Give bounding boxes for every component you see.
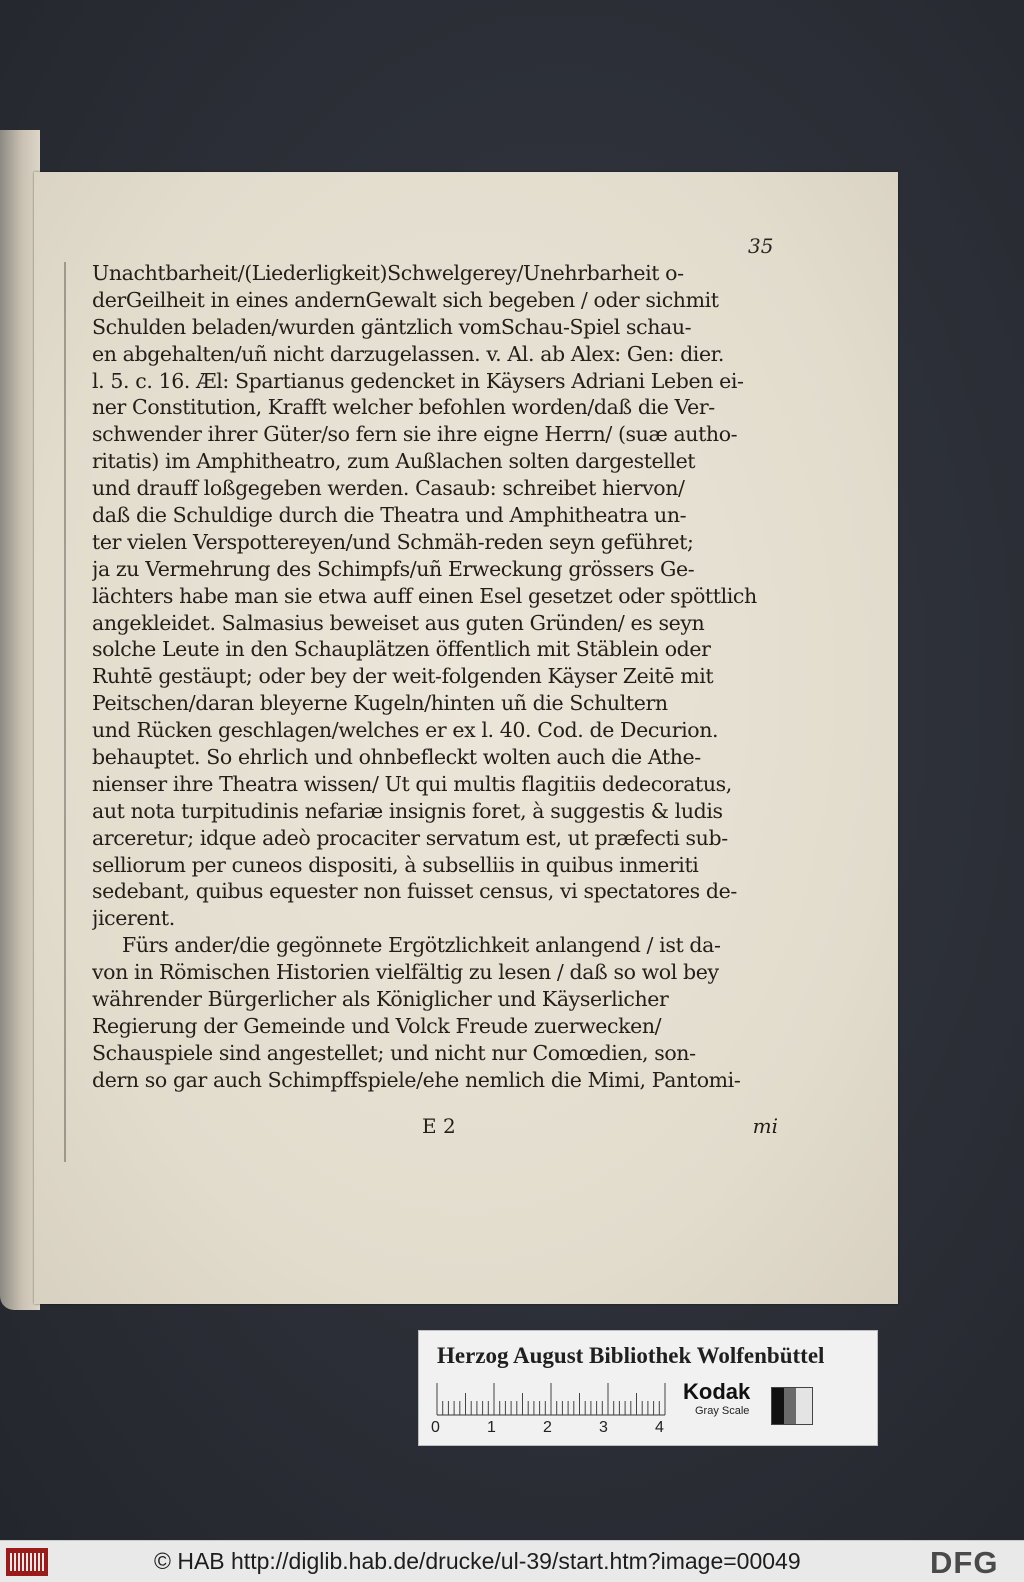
text-line: ritatis) im Amphitheatro, zum Außlachen solten dargestellet bbox=[92, 449, 696, 474]
text-line: nienser ihre Theatra wissen/ Ut qui multis flagitiis dedecoratus, bbox=[92, 771, 732, 796]
text-line: und drauff loßgegeben werden. Casaub: schreibet hiervon/ bbox=[92, 476, 685, 501]
text-line: selliorum per cuneos dispositi, à subselliis in quibus inmeriti bbox=[92, 852, 699, 877]
text-line: arceretur; idque adeò procaciter servatum est, ut præfecti sub- bbox=[92, 825, 728, 850]
book-page bbox=[34, 172, 898, 1304]
hab-logo-icon bbox=[6, 1548, 48, 1576]
signature-mark: E 2 bbox=[422, 1114, 456, 1138]
text-line: l. 5. c. 16. Æl: Spartianus gedencket in Käysers Adriani Leben ei- bbox=[92, 368, 744, 393]
ruler-icon bbox=[435, 1381, 673, 1417]
dfg-logo: DFG bbox=[930, 1545, 999, 1580]
text-line: aut nota turpitudinis nefariæ insignis foret, à suggestis & ludis bbox=[92, 798, 723, 823]
text-line: ja zu Vermehrung des Schimpfs/uñ Erweckung grössers Ge- bbox=[92, 556, 695, 581]
text-line: daß die Schuldige durch die Theatra und Amphitheatra un- bbox=[92, 503, 687, 528]
catchword: mi bbox=[752, 1114, 778, 1138]
page-number: 35 bbox=[748, 234, 774, 258]
text-line: lächters habe man sie etwa auff einen Esel gesetzet oder spöttlich bbox=[92, 583, 757, 608]
text-line: Ruhtē gestäupt; oder bey der weit-folgenden Käyser Zeitē mit bbox=[92, 664, 714, 689]
text-line: währender Bürgerlicher als Königlicher und Käyserlicher bbox=[92, 987, 669, 1012]
page-text bbox=[92, 260, 778, 1094]
text-line: derGeilheit in eines andernGewalt sich begeben / oder sichmit bbox=[92, 287, 719, 312]
text-line: Schauspiele sind angestellet; und nicht nur Comœdien, son- bbox=[92, 1040, 696, 1065]
gutter-shadow bbox=[64, 262, 66, 1162]
text-line: jicerent. bbox=[92, 906, 175, 931]
text-line: Unachtbarheit/(Liederligkeit)Schwelgerey/Unehrbarheit o- bbox=[92, 261, 684, 285]
text-line: angekleidet. Salmasius beweiset aus guten Gründen/ es seyn bbox=[92, 610, 705, 635]
text-line: solche Leute in den Schauplätzen öffentlich mit Stäblein oder bbox=[92, 637, 711, 662]
kodak-logo: Kodak bbox=[683, 1379, 751, 1404]
ruler-number: 3 bbox=[599, 1419, 608, 1436]
text-line: schwender ihrer Güter/so fern sie ihre eigne Herrn/ (suæ autho- bbox=[92, 422, 738, 447]
text-line: Regierung der Gemeinde und Volck Freude zuerwecken/ bbox=[92, 1013, 662, 1038]
text-line: Fürs ander/die gegönnete Ergötzlichkeit anlangend / ist da- bbox=[122, 933, 721, 958]
ruler-number: 0 bbox=[431, 1419, 440, 1436]
gray-scale-patch bbox=[771, 1387, 813, 1425]
ruler-number: 4 bbox=[655, 1419, 664, 1436]
ruler-number: 1 bbox=[487, 1419, 496, 1436]
copyright-text: © HAB http://diglib.hab.de/drucke/ul-39/start.htm?image=00049 bbox=[154, 1548, 801, 1574]
library-name: Herzog August Bibliothek Wolfenbüttel bbox=[437, 1343, 825, 1368]
gray-scale-label: Gray Scale bbox=[695, 1405, 750, 1417]
library-label-card bbox=[418, 1330, 878, 1446]
text-line: ner Constitution, Krafft welcher befohlen worden/daß die Ver- bbox=[92, 395, 715, 420]
page-footer bbox=[92, 1114, 778, 1140]
text-line: sedebant, quibus equester non fuisset census, vi spectatores de- bbox=[92, 879, 737, 904]
text-line: Schulden beladen/wurden gäntzlich vomSchau-Spiel schau- bbox=[92, 314, 692, 339]
text-line: behauptet. So ehrlich und ohnbefleckt wolten auch die Athe- bbox=[92, 745, 701, 770]
text-line: Peitschen/daran bleyerne Kugeln/hinten uñ die Schultern bbox=[92, 691, 668, 716]
ruler-labels bbox=[431, 1419, 681, 1439]
text-line: und Rücken geschlagen/welches er ex l. 40. Cod. de Decurion. bbox=[92, 718, 719, 743]
text-line: dern so gar auch Schimpffspiele/ehe nemlich die Mimi, Pantomi- bbox=[92, 1067, 741, 1092]
text-line: von in Römischen Historien vielfältig zu lesen / daß so wol bey bbox=[92, 960, 719, 985]
ruler-number: 2 bbox=[543, 1419, 552, 1436]
text-line: ter vielen Verspottereyen/und Schmäh-reden seyn geführet; bbox=[92, 529, 694, 554]
footer-bar bbox=[0, 1540, 1024, 1582]
text-line: en abgehalten/uñ nicht darzugelassen. v. Al. ab Alex: Gen: dier. bbox=[92, 341, 724, 366]
